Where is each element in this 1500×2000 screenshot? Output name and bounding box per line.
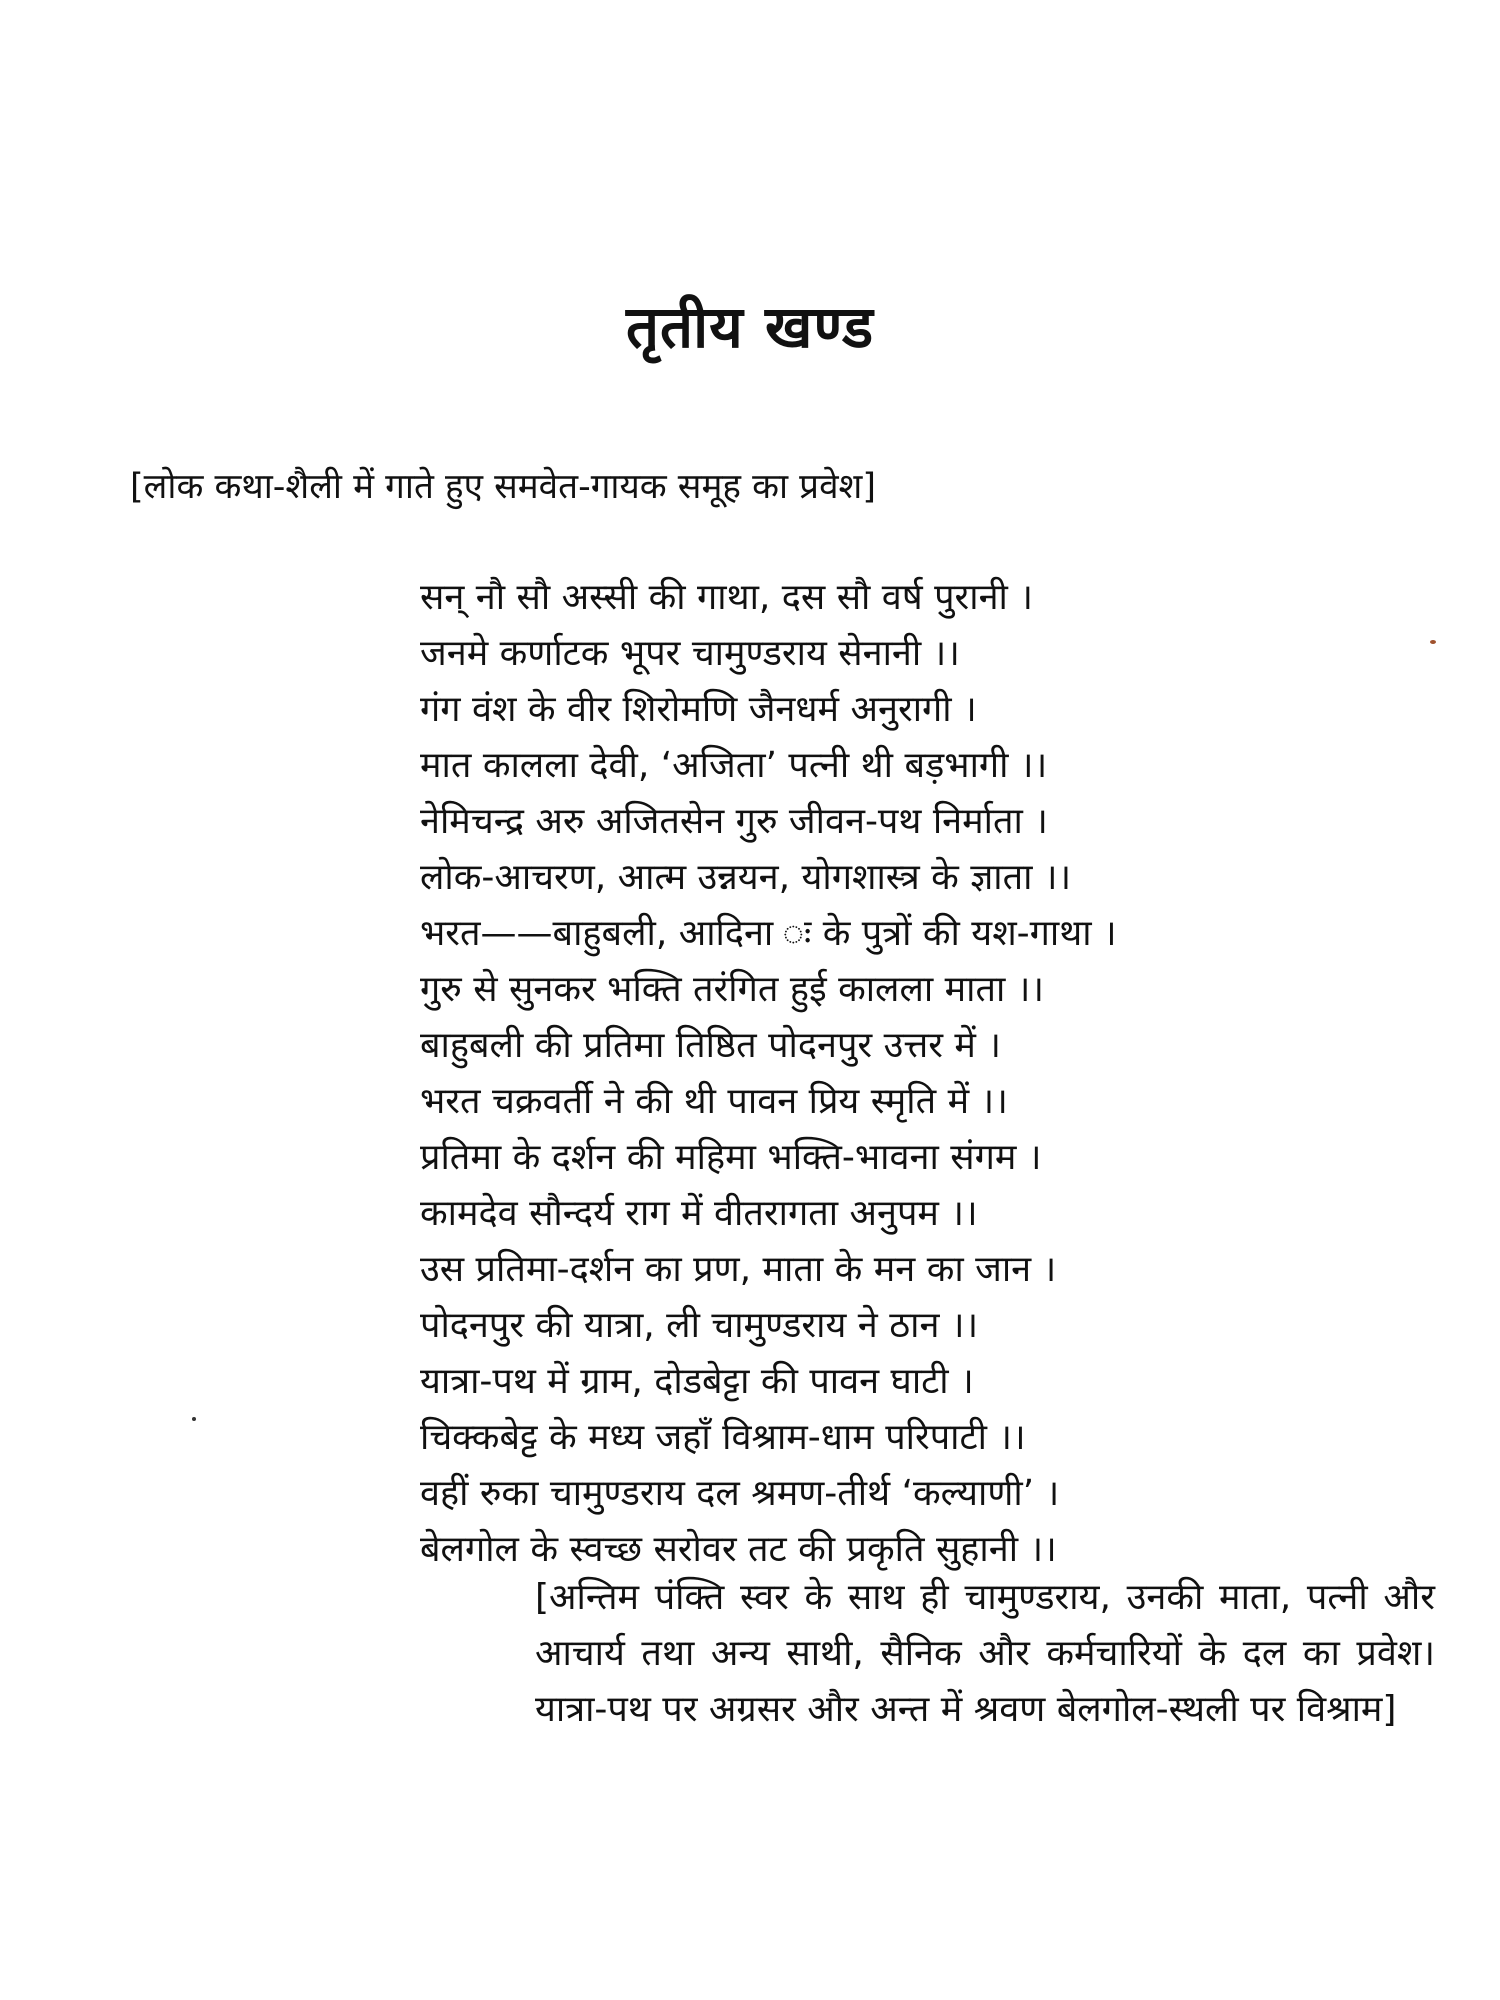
verse-line: जनमे कर्णाटक भूपर चामुण्डराय सेनानी ।।	[420, 633, 960, 674]
scan-speck	[192, 1417, 196, 1421]
verse-line: बाहुबली की प्रतिमा तिष्ठित पोदनपुर उत्तर में ।	[420, 1025, 1001, 1066]
verse-line: बेलगोल के स्वच्छ सरोवर तट की प्रकृति सुहानी ।।	[420, 1529, 1057, 1570]
verse-line: मात कालला देवी, ‘अजिता’ पत्नी थी बड़भागी ।।	[420, 745, 1048, 786]
stage-direction-opening: [लोक कथा-शैली में गाते हुए समवेत-गायक समूह का प्रवेश]	[130, 467, 876, 507]
verse-line: पोदनपुर की यात्रा, ली चामुण्डराय ने ठान ।।	[420, 1305, 979, 1346]
scan-speck	[1430, 640, 1436, 644]
verse-line: सन् नौ सौ अस्सी की गाथा, दस सौ वर्ष पुरानी ।	[420, 577, 1033, 618]
section-title: तृतीय खण्ड	[626, 293, 874, 361]
verse-line: कामदेव सौन्दर्य राग में वीतरागता अनुपम ।।	[420, 1193, 978, 1234]
verse-line: प्रतिमा के दर्शन की महिमा भक्ति-भावना संगम ।	[420, 1137, 1042, 1178]
verse-line: लोक-आचरण, आत्म उन्नयन, योगशास्त्र के ज्ञाता ।।	[420, 857, 1072, 898]
verse-line: गुरु से सुनकर भक्ति तरंगित हुई कालला माता ।।	[420, 969, 1045, 1010]
verse-line: उस प्रतिमा-दर्शन का प्रण, माता के मन का जान ।	[420, 1249, 1057, 1290]
verse-line: चिक्कबेट्ट के मध्य जहाँ विश्राम-धाम परिपाटी ।।	[420, 1417, 1026, 1458]
verse-line: वहीं रुका चामुण्डराय दल श्रमण-तीर्थ ‘कल्याणी’ ।	[420, 1473, 1060, 1514]
verse-line: यात्रा-पथ में ग्राम, दोडबेट्टा की पावन घाटी ।	[420, 1361, 974, 1402]
verse-line: भरत चक्रवर्ती ने की थी पावन प्रिय स्मृति में ।।	[420, 1081, 1008, 1122]
verse-block	[420, 570, 1470, 1578]
verse-line: गंग वंश के वीर शिरोमणि जैनधर्म अनुरागी ।	[420, 689, 977, 730]
verse-line: नेमिचन्द्र अरु अजितसेन गुरु जीवन-पथ निर्माता ।	[420, 801, 1048, 842]
verse-line: भरत——बाहुबली, आदिना ः के पुत्रों की यश-गाथा ।	[420, 913, 1117, 954]
stage-direction-closing: [अन्तिम पंक्ति स्वर के साथ ही चामुण्डराय, उनकी माता, पत्नी और आचार्य तथा अन्य साथी, सैनिक और कर्मचारियों के दल का प्रवेश। यात्रा-पथ पर अग्रसर और अन्त में श्रवण बेलगोल-स्थली पर विश्राम]	[535, 1577, 1435, 1730]
